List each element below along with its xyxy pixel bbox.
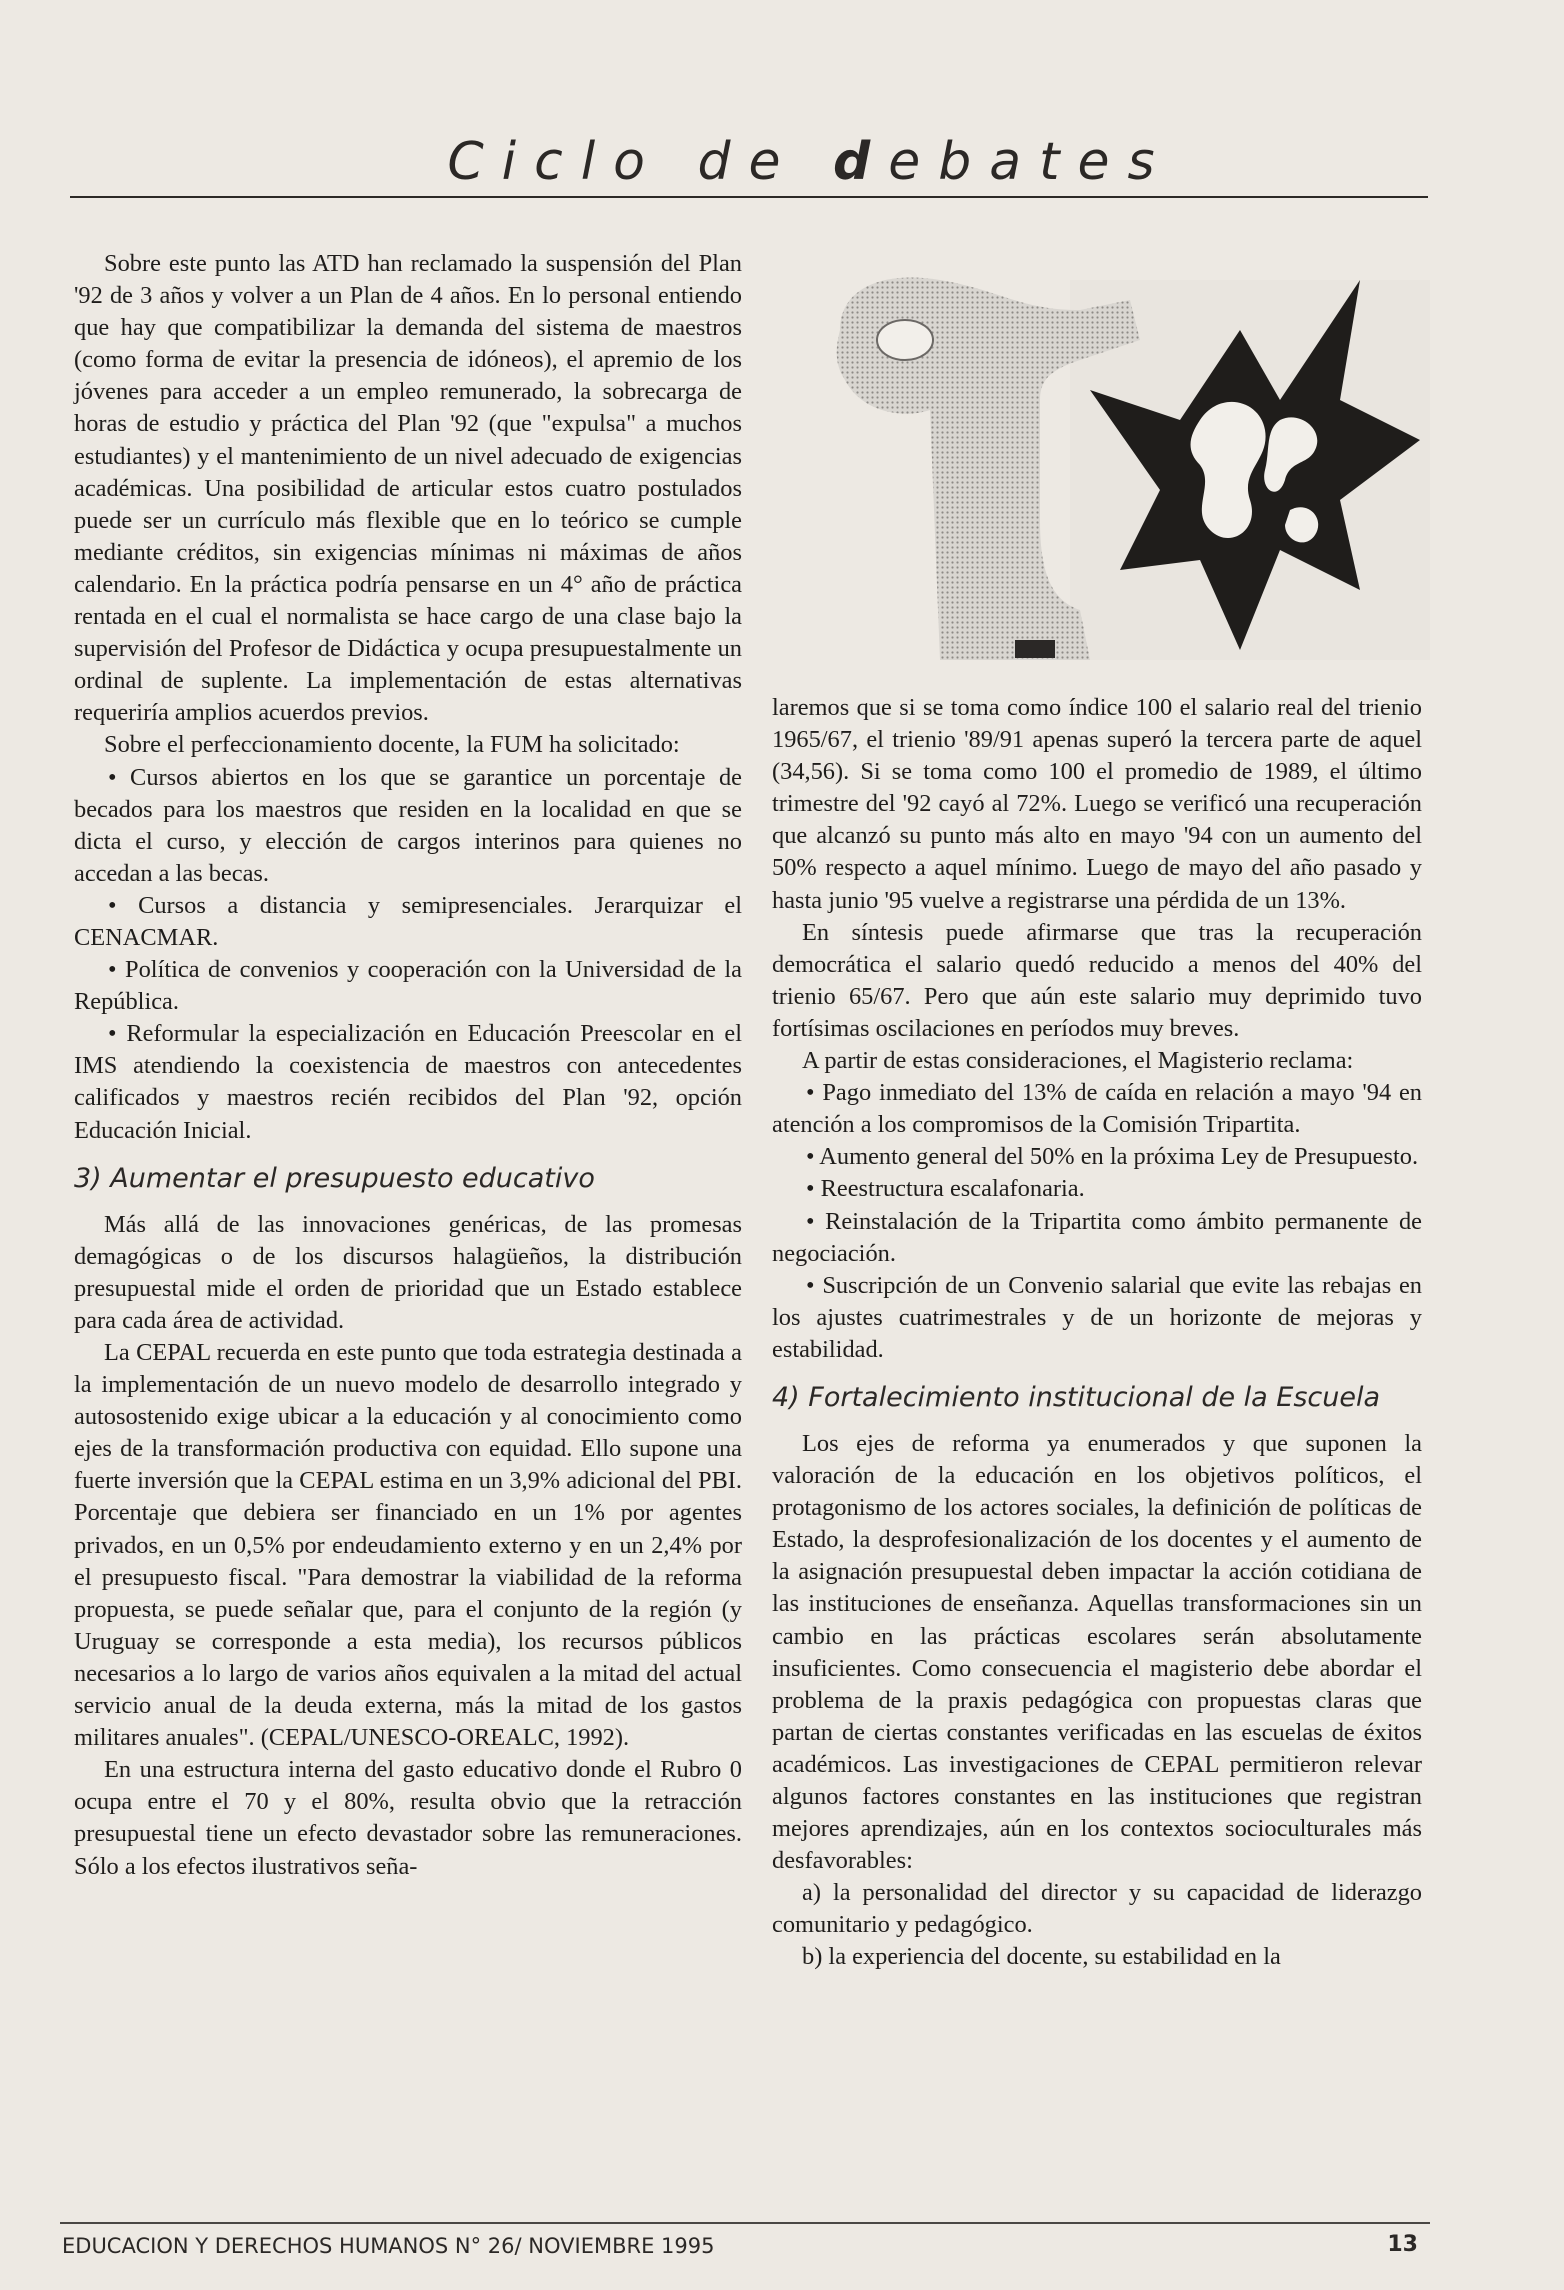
list-item: a) la personalidad del director y su capacidad de liderazgo comunitario y pedagógico. bbox=[772, 1879, 1422, 1939]
list-item: b) la experiencia del docente, su estabilidad en la bbox=[802, 1943, 1281, 1971]
paragraph: En síntesis puede afirmarse que tras la recuperación democrática el salario quedó reducido a menos del 40% del trienio 65/67. Pero que aún este salario muy deprimido tuvo fortísimas oscilaciones en períodos muy breves. bbox=[772, 918, 1422, 1042]
left-column bbox=[74, 248, 742, 1883]
header-rule bbox=[70, 196, 1428, 198]
footer-rule bbox=[60, 2222, 1430, 2224]
paragraph: Más allá de las innovaciones genéricas, de las promesas demagógicas o de los discursos halagüeños, la distribución presupuestal mide el orden de prioridad que un Estado establece para cada área de actividad. bbox=[74, 1210, 742, 1334]
paragraph: laremos que si se toma como índice 100 el salario real del trienio 1965/67, el trienio '89/91 apenas superó la tercera parte de aquel (34,56). Si se toma como 100 el promedio de 1989, el último trimestre del '92 cayó al 72%. Luego se verificó una recuperación que alcanzó su punto más alto en mayo '94 con un aumento del 50% respecto a aquel mínimo. Luego de mayo del año pasado y hasta junio '95 vuelve a registrarse una pérdida de un 13%. bbox=[772, 694, 1422, 914]
right-column bbox=[772, 692, 1422, 1974]
paragraph: Sobre este punto las ATD han reclamado la suspensión del Plan '92 de 3 años y volver a un Plan de 4 años. En lo personal entiendo que hay que compatibilizar la demanda del sistema de maestros (como forma de evitar la presencia de idóneos), el apremio de los jóvenes para acceder a un empleo remunerado, la sobrecarga de horas de estudio y práctica del Plan '92 (que "expulsa" a muchos estudiantes) y el mantenimiento de un nivel adecuado de exigencias académicas. Una posibilidad de articular estos cuatro postulados puede ser un currículo más flexible que en lo teórico se cumple mediante créditos, sin exigencias mínimas ni máximas de años calendario. En la práctica podría pensarse en un 4° año de práctica rentada en el cual el normalista se hace cargo de una clase bajo la supervisión del Profesor de Didáctica y ocupa presupuestalmente un ordinal de suplente. La implementación de estas alternativas requeriría amplios acuerdos previos. bbox=[74, 250, 742, 727]
section-title-bold: d bbox=[833, 132, 889, 192]
bullet-item: • Política de convenios y cooperación con la Universidad de la República. bbox=[74, 956, 742, 1016]
page-footer bbox=[60, 2222, 1430, 2262]
bullet-item: • Pago inmediato del 13% de caída en relación a mayo '94 en atención a los compromisos de la Comisión Tripartita. bbox=[772, 1079, 1422, 1139]
paragraph: Los ejes de reforma ya enumerados y que suponen la valoración de la educación en los objetivos políticos, el protagonismo de los actores sociales, la definición de políticas de Estado, la desprofesionalización de los docentes y el aumento de la asignación presupuestal deben impactar la acción cotidiana de las instituciones de enseñanza. Aquellas transformaciones sin un cambio en las prácticas escolares serán absolutamente insuficientes. Como consecuencia el magisterio debe abordar el problema de la praxis pedagógica con propuestas claras que partan de ciertas constantes verificadas en las escuelas de éxitos académicos. Las investigaciones de CEPAL permitieron relevar algunos factores constantes en las instituciones que registran mejores aprendizajes, aún en los contextos socioculturales más desfavorables: bbox=[772, 1429, 1422, 1875]
section-heading: 4) Fortalecimiento institucional de la Escuela bbox=[772, 1381, 1381, 1413]
bullet-item: • Suscripción de un Convenio salarial que evite las rebajas en los ajustes cuatrimestrales y de un horizonte de mejoras y estabilidad. bbox=[772, 1271, 1422, 1363]
abstract-face-star-illustration-icon bbox=[820, 270, 1432, 670]
paragraph: En una estructura interna del gasto educativo donde el Rubro 0 ocupa entre el 70 y el 80%, resulta obvio que la retracción presupuestal tiene un efecto devastador sobre las remuneraciones. Sólo a los efectos ilustrativos seña- bbox=[74, 1756, 742, 1880]
bullet-item: • Cursos abiertos en los que se garantice un porcentaje de becados para los maestros que residen en la localidad en que se dicta el curso, y elección de cargos interinos para quienes no accedan a las becas. bbox=[74, 763, 742, 887]
bullet-item: • Cursos a distancia y semipresenciales. Jerarquizar el CENACMAR. bbox=[74, 891, 742, 951]
section-heading: 3) Aumentar el presupuesto educativo bbox=[74, 1162, 595, 1194]
section-title bbox=[430, 132, 1190, 192]
bullet-item: • Reinstalación de la Tripartita como ámbito permanente de negociación. bbox=[772, 1207, 1422, 1267]
paragraph: Sobre el perfeccionamiento docente, la FUM ha solicitado: bbox=[104, 731, 680, 759]
publication-info: EDUCACION Y DERECHOS HUMANOS N° 26/ NOVIEMBRE 1995 bbox=[62, 2234, 715, 2258]
page-header bbox=[70, 132, 1428, 202]
section-title-part2: ebates bbox=[888, 132, 1173, 192]
bullet-item: • Reestructura escalafonaria. bbox=[806, 1175, 1085, 1203]
bullet-item: • Aumento general del 50% en la próxima Ley de Presupuesto. bbox=[806, 1143, 1419, 1171]
paragraph: A partir de estas consideraciones, el Magisterio reclama: bbox=[802, 1047, 1354, 1075]
bullet-item: • Reformular la especialización en Educación Preescolar en el IMS atendiendo la coexistencia de maestros con antecedentes calificados y maestros recién recibidos del Plan '92, opción Educación Inicial. bbox=[74, 1020, 742, 1144]
paragraph: La CEPAL recuerda en este punto que toda estrategia destinada a la implementación de un nuevo modelo de desarrollo integrado y autosostenido exige ubicar a la educación y al conocimiento como ejes de la transformación productiva con equidad. Ello supone una fuerte inversión que la CEPAL estima en un 3,9% adicional del PBI. Porcentaje que debiera ser financiado en un 1% por agentes privados, en un 0,5% por endeudamiento externo y en un 2,4% por el presupuesto fiscal. "Para demostrar la viabilidad de la reforma propuesta, se puede señalar que, para el conjunto de la región (y Uruguay se corresponde a esta media), los recursos públicos necesarios a lo largo de varios años equivalen a la mitad del actual servicio anual de la deuda externa, más la mitad de los gastos militares anuales". (CEPAL/UNESCO-OREALC, 1992). bbox=[74, 1339, 742, 1752]
page-number: 13 bbox=[1387, 2232, 1418, 2257]
section-title-part1: Ciclo de bbox=[447, 132, 834, 192]
